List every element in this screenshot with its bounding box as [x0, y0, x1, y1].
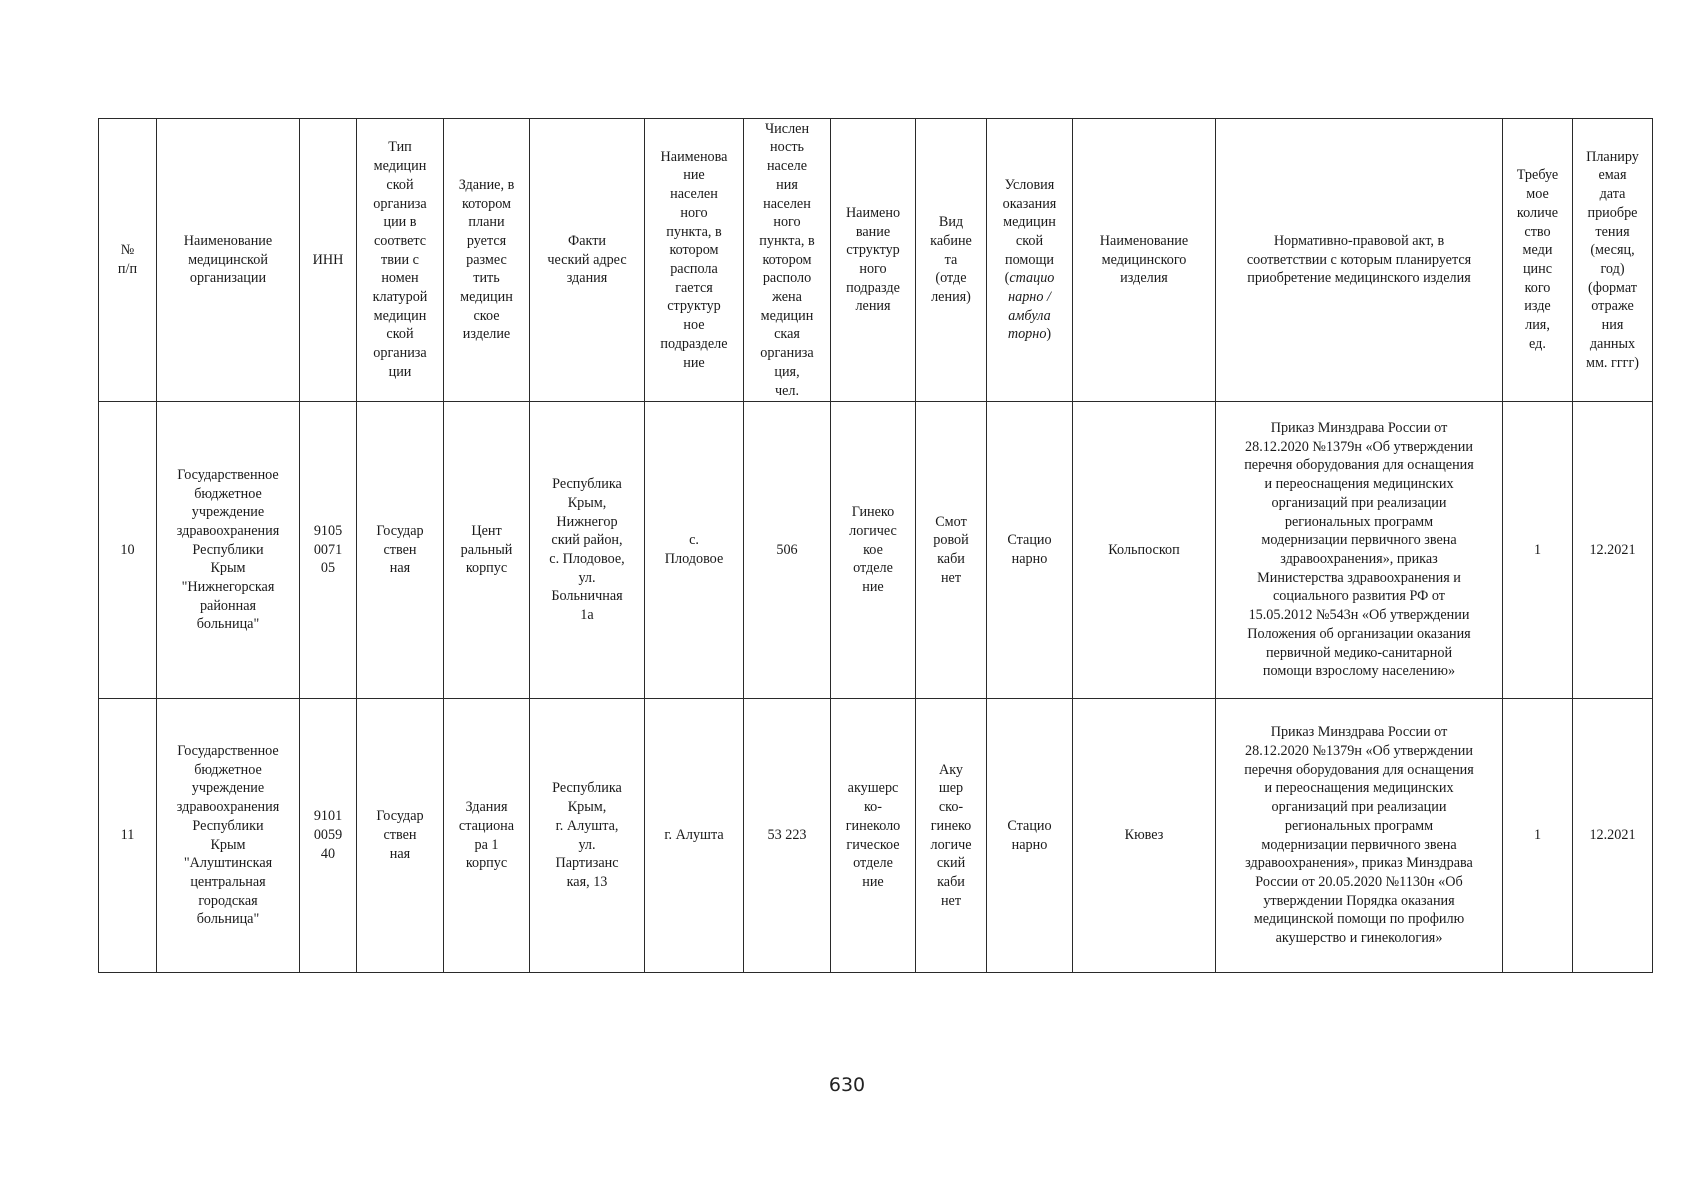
header-org-name: Наименование медицинской организации — [157, 119, 300, 402]
header-settlement: Наименова ние населен ного пункта, в котором распола гается структур ное подразделе ние — [645, 119, 744, 402]
cell-cabinet: Аку шер ско- гинеко логиче ский каби нет — [916, 699, 987, 973]
cell-conditions: Стацио нарно — [987, 402, 1073, 699]
equipment-table — [98, 118, 1653, 973]
cell-org-type: Государ ствен ная — [357, 699, 444, 973]
table-row — [99, 402, 1653, 699]
cell-legal-act: Приказ Минздрава России от 28.12.2020 №1379н «Об утверждении перечня оборудования для оснащения и переоснащения медицинских организаций при реализации региональных программ модернизации первичного звена здравоохранения», приказ Министерства здравоохранения и социального развития РФ от 15.05.2012 №543н «Об утверждении Положения об организации оказания первичной медико-санитарной помощи взрослому населению» — [1216, 402, 1503, 699]
header-unit: Наимено вание структур ного подразде ления — [831, 119, 916, 402]
cell-unit: Гинеко логичес кое отделе ние — [831, 402, 916, 699]
header-row — [99, 119, 1653, 402]
cell-conditions: Стацио нарно — [987, 699, 1073, 973]
header-quantity: Требуе мое количе ство меди цинс кого изде лия, ед. — [1503, 119, 1573, 402]
header-org-type: Тип медицин ской организа ции в соответс твии с номен клатурой медицин ской организа ции — [357, 119, 444, 402]
cell-org-name: Государственное бюджетное учреждение здравоохранения Республики Крым "Алуштинская центральная городская больница" — [157, 699, 300, 973]
cell-population: 506 — [744, 402, 831, 699]
cell-org-type: Государ ствен ная — [357, 402, 444, 699]
page-number: 630 — [828, 1074, 866, 1096]
cell-building: Здания стациона ра 1 корпус — [444, 699, 530, 973]
cell-num: 11 — [99, 699, 157, 973]
cell-legal-act: Приказ Минздрава России от 28.12.2020 №1379н «Об утверждении перечня оборудования для оснащения и переоснащения медицинских организаций при реализации региональных программ модернизации первичного звена здравоохранения», приказ Минздрава России от 20.05.2020 №1130н «Об утверждении Порядка оказания медицинской помощи по профилю акушерство и гинекология» — [1216, 699, 1503, 973]
cell-cabinet: Смот ровой каби нет — [916, 402, 987, 699]
header-device: Наименование медицинского изделия — [1073, 119, 1216, 402]
table-row — [99, 699, 1653, 973]
cell-inn: 9101 0059 40 — [300, 699, 357, 973]
cell-quantity: 1 — [1503, 699, 1573, 973]
header-address: Факти ческий адрес здания — [530, 119, 645, 402]
header-building: Здание, в котором плани руется размес тить медицин ское изделие — [444, 119, 530, 402]
cell-planned-date: 12.2021 — [1573, 699, 1653, 973]
cell-building: Цент ральный корпус — [444, 402, 530, 699]
cell-device: Кювез — [1073, 699, 1216, 973]
header-cabinet: Вид кабине та (отде ления) — [916, 119, 987, 402]
header-legal-act: Нормативно-правовой акт, в соответствии с которым планируется приобретение медицинского изделия — [1216, 119, 1503, 402]
header-num: № п/п — [99, 119, 157, 402]
cell-device: Кольпоскоп — [1073, 402, 1216, 699]
cell-address: Республика Крым, г. Алушта, ул. Партизанс кая, 13 — [530, 699, 645, 973]
header-conditions: Условия оказания медицин ской помощи (стацио нарно / амбула торно) — [987, 119, 1073, 402]
cell-unit: акушерс ко- гинеколо гическое отделе ние — [831, 699, 916, 973]
header-population: Числен ность населе ния населен ного пункта, в котором располо жена медицин ская организа ция, чел. — [744, 119, 831, 402]
cell-num: 10 — [99, 402, 157, 699]
cell-population: 53 223 — [744, 699, 831, 973]
cell-quantity: 1 — [1503, 402, 1573, 699]
header-planned-date: Планиру емая дата приобре тения (месяц, год) (формат отраже ния данных мм. гггг) — [1573, 119, 1653, 402]
cell-planned-date: 12.2021 — [1573, 402, 1653, 699]
header-inn: ИНН — [300, 119, 357, 402]
cell-address: Республика Крым, Нижнегор ский район, с. Плодовое, ул. Больничная 1а — [530, 402, 645, 699]
cell-settlement: с. Плодовое — [645, 402, 744, 699]
cell-inn: 9105 0071 05 — [300, 402, 357, 699]
cell-org-name: Государственное бюджетное учреждение здравоохранения Республики Крым "Нижнегорская районная больница" — [157, 402, 300, 699]
cell-settlement: г. Алушта — [645, 699, 744, 973]
